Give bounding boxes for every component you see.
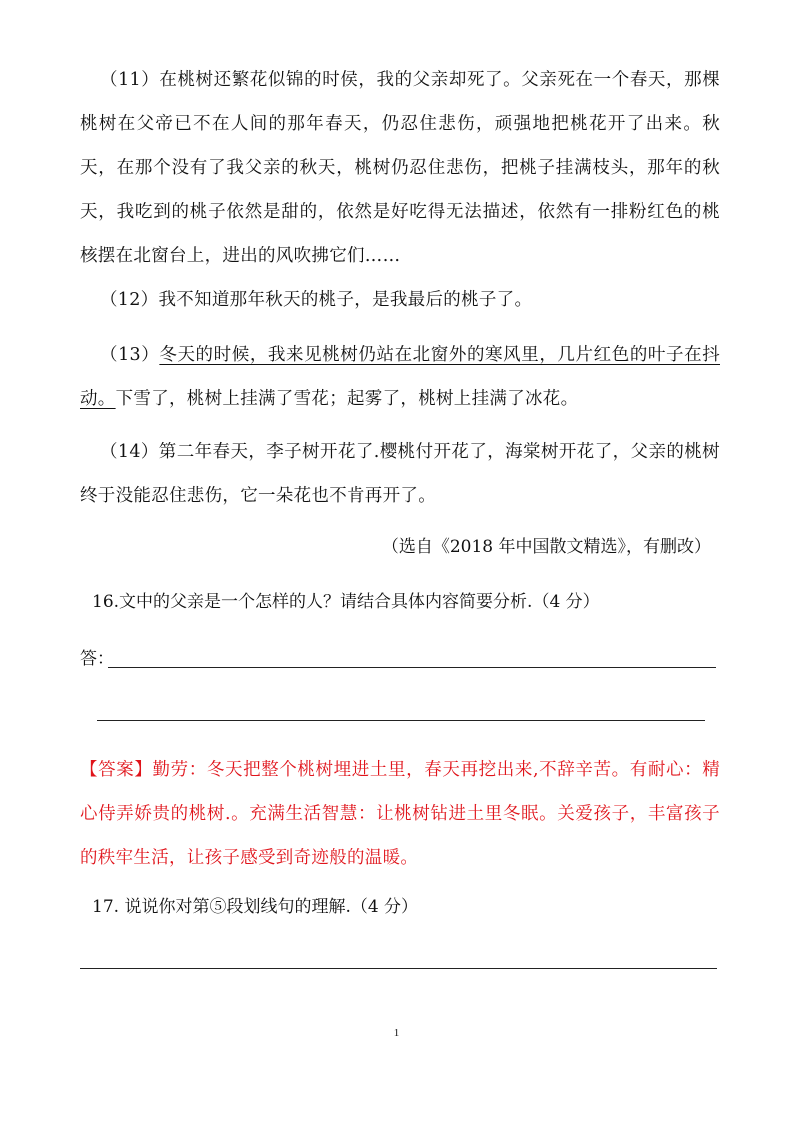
paragraph-13-number: （13） [100, 345, 160, 365]
answer-label: 答： [80, 649, 114, 669]
answer-line-2[interactable] [97, 720, 705, 721]
page-number: 1 [393, 1027, 400, 1039]
paragraph-13 [80, 333, 720, 421]
question-16: 16.文中的父亲是一个怎样的人？请结合具体内容简要分析.（4 分） [92, 592, 600, 612]
answer-line-3[interactable] [80, 968, 717, 969]
question-17: 17. 说说你对第⑤段划线句的理解.（4 分） [92, 897, 419, 917]
paragraph-12: （12）我不知道那年秋天的桃子，是我最后的桃子了。 [100, 290, 533, 310]
answer-tag: 【答案】 [80, 760, 153, 780]
paragraph-14: （14）第二年春天，李子树开花了.樱桃付开花了，海棠树开花了，父亲的桃树终于没能忍住悲伤，它一朵花也不肯再开了。 [80, 442, 720, 506]
paragraph-13-rest: 下雪了，桃树上挂满了雪花；起雾了，桃树上挂满了冰花。 [115, 389, 579, 409]
underlined-sentence: 冬天的时候，我来见桃树仍站在北窗外的寒风里，几片红色的叶子在抖动。 [80, 345, 720, 409]
paragraph-11: （11）在桃树还繁花似锦的时侯，我的父亲却死了。父亲死在一个春天，那棵桃树在父帝已不在人间的那年春天，仍忍住悲伤，顽强地把桃花开了出来。秋天，在那个没有了我父亲的秋天，桃树仍忍住悲伤，把桃子挂满枝头，那年的秋天，我吃到的桃子依然是甜的，依然是好吃得无法描述，依然有一排粉红色的桃核摆在北窗台上，进出的风吹拂它们…… [80, 70, 720, 266]
answer-block [80, 748, 720, 880]
answer-line-1[interactable] [108, 667, 716, 668]
answer-text: 勤劳：冬天把整个桃树埋进土里，春天再挖出来,不辞辛苦。有耐心：精心侍弄娇贵的桃树.。充满生活智慧：让桃树钻进土里冬眠。关爱孩子，丰富孩子的秩牢生活，让孩子感受到奇迹般的温暖。 [80, 760, 720, 868]
source-citation: （选自《2018 年中国散文精选》，有删改） [381, 537, 711, 557]
